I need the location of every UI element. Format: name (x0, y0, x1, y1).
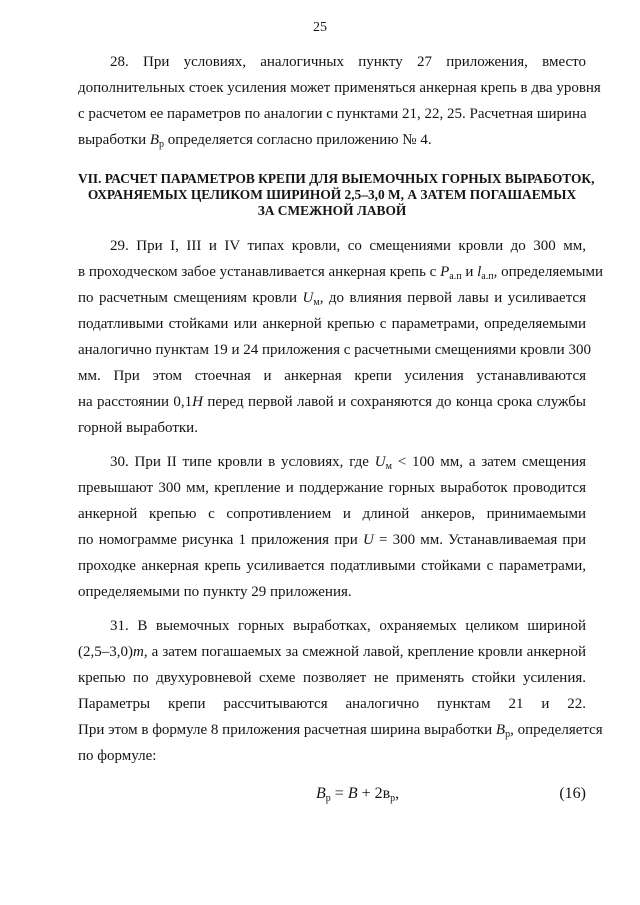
document-body (78, 49, 603, 813)
text-line: крепью по двухуровневой схеме позволяет не применять стойки усиления. (78, 670, 586, 686)
variable: U (374, 454, 386, 470)
variable: l (477, 264, 482, 280)
text-line: по формуле: (78, 748, 157, 764)
paragraph-31 (78, 613, 603, 769)
text-line: мм. При этом стоечная и анкерная крепи усиления устанавливаются (78, 368, 586, 384)
text-line: выработки $B_р$ определяется согласно приложению № 4. (78, 132, 432, 150)
formula-expression: $B_р = B + 2в_р$, (316, 785, 400, 804)
text-line: анкерной крепью с сопротивлением и длиной анкеров, принимаемыми (78, 506, 586, 522)
section-heading (78, 171, 595, 219)
text-line: по расчетным смещениям кровли $U_м$, до влияния первой лавы и усиливается (78, 290, 586, 308)
text-line: с расчетом ее параметров по аналогии с пунктами 21, 22, 25. Расчетная ширина (78, 106, 587, 122)
text-line: 30. При II типе кровли в условиях, где $U_м < 100$ мм, а затем смещения (110, 454, 586, 472)
variable: m (133, 644, 144, 660)
subscript: м (385, 461, 392, 472)
formula-16 (78, 773, 586, 813)
text-line: в проходческом забое устанавливается анкерная крепь с $P_{а.п}$ и $l_{а.п}$, определяемыми (78, 264, 603, 282)
formula-number: (16) (559, 785, 586, 802)
paragraph-28 (78, 49, 601, 153)
variable: U (362, 532, 374, 548)
variable: P (440, 264, 450, 280)
text-line: горной выработки. (78, 420, 198, 436)
text-line: превышают 300 мм, крепление и поддержание горных выработок проводится (78, 480, 586, 496)
heading-line: ЗА СМЕЖНОЙ ЛАВОЙ (257, 203, 407, 218)
subscript: м (313, 297, 320, 308)
text-line: 31. В выемочных горных выработках, охраняемых целиком шириной (110, 618, 586, 634)
paragraph-30 (78, 449, 586, 605)
text-line: дополнительных стоек усиления может применяться анкерная крепь в два уровня (78, 80, 601, 96)
subscript: р (505, 729, 511, 740)
text-line: аналогично пунктам 19 и 24 приложения с расчетными смещениями кровли 300 (78, 342, 591, 358)
text-line: (2,5–3,0)m, а затем погашаемых за смежной лавой, крепление кровли анкерной (78, 644, 586, 660)
heading-line: ОХРАНЯЕМЫХ ЦЕЛИКОМ ШИРИНОЙ 2,5–3,0 М, А ЗАТЕМ ПОГАШАЕМЫХ (87, 187, 577, 202)
text-line: проходке анкерная крепь усиливается податливыми стойками с параметрами, (78, 558, 586, 574)
variable: H (192, 394, 203, 410)
page-number: 25 (313, 20, 327, 35)
subscript: а.п (481, 271, 494, 282)
text-line: 28. При условиях, аналогичных пункту 27 приложения, вместо (110, 54, 586, 70)
variable: B (495, 722, 506, 738)
text-line: на расстоянии 0,1H перед первой лавой и сохраняются до конца срока службы (78, 394, 586, 410)
text-line: При этом в формуле 8 приложения расчетная ширина выработки $B_р$, определяется (78, 722, 603, 740)
text-line: Параметры крепи рассчитываются аналогично пунктам 21 и 22. (78, 696, 586, 712)
subscript: а.п (449, 271, 462, 282)
variable: B (149, 132, 160, 148)
text-line: податливыми стойками или анкерной крепью с параметрами, определяемыми (78, 316, 586, 332)
subscript: р (159, 139, 165, 150)
text-line: определяемыми по пункту 29 приложения. (78, 584, 352, 600)
text-line: по номограмме рисунка 1 приложения при U = 300 мм. Устанавливаемая при (78, 532, 586, 548)
variable: U (302, 290, 314, 306)
paragraph-29 (78, 233, 603, 441)
text-line: 29. При I, III и IV типах кровли, со смещениями кровли до 300 мм, (110, 238, 586, 254)
heading-line: VII. РАСЧЕТ ПАРАМЕТРОВ КРЕПИ ДЛЯ ВЫЕМОЧНЫХ ГОРНЫХ ВЫРАБОТОК, (78, 171, 595, 186)
